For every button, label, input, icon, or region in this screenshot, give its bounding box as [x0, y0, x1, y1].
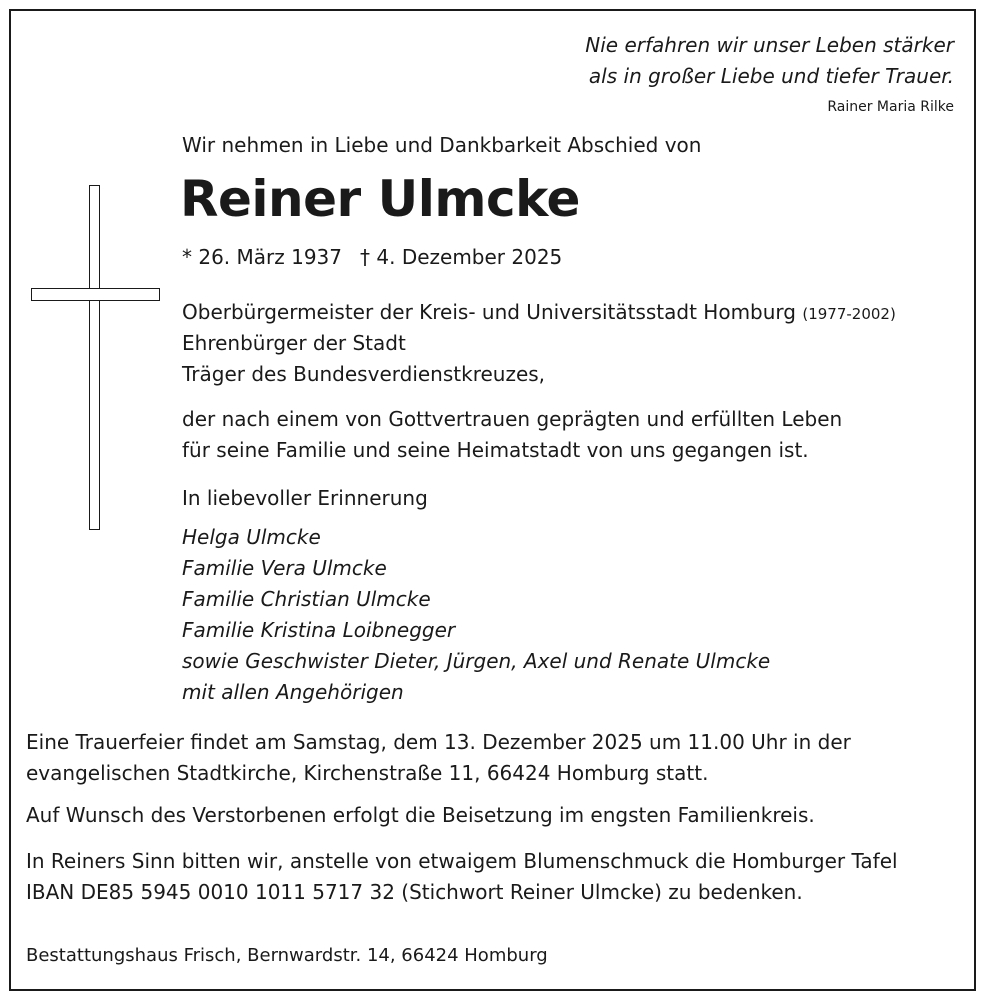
deceased-name: Reiner Ulmcke [180, 170, 580, 228]
birth-date: * 26. März 1937 [182, 245, 343, 269]
memory-heading: In liebevoller Erinnerung [182, 486, 428, 510]
life-dates [182, 245, 562, 269]
mourner-item: Helga Ulmcke [182, 525, 321, 549]
mourner-item: Familie Kristina Loibnegger [182, 618, 456, 642]
quote-line-1: Nie erfahren wir unser Leben stärker [585, 33, 954, 57]
ceremony-line-1: Eine Trauerfeier findet am Samstag, dem 13. Dezember 2025 um 11.00 Uhr in der [26, 730, 851, 754]
funeral-home: Bestattungshaus Frisch, Bernwardstr. 14, 66424 Homburg [26, 945, 548, 966]
quote-line-2: als in großer Liebe und tiefer Trauer. [588, 64, 954, 88]
title-honorary-citizen: Ehrenbürger der Stadt [182, 331, 406, 355]
tribute-line-2: für seine Familie und seine Heimatstadt von uns gegangen ist. [182, 438, 809, 462]
ceremony-line-2: evangelischen Stadtkirche, Kirchenstraße 11, 66424 Homburg statt. [26, 761, 709, 785]
burial-note: Auf Wunsch des Verstorbenen erfolgt die Beisetzung im engsten Familienkreis. [26, 803, 815, 827]
title-mayor [182, 300, 896, 324]
mourner-item: Familie Christian Ulmcke [182, 587, 431, 611]
intro-text: Wir nehmen in Liebe und Dankbarkeit Abschied von [182, 133, 702, 157]
mourner-item: Familie Vera Ulmcke [182, 556, 387, 580]
quote-author: Rainer Maria Rilke [827, 99, 954, 115]
title-decoration: Träger des Bundesverdienstkreuzes, [182, 362, 546, 386]
mourner-item: mit allen Angehörigen [182, 680, 404, 704]
tribute-line-1: der nach einem von Gottvertrauen geprägten und erfüllten Leben [182, 407, 843, 431]
donation-line-2: IBAN DE85 5945 0010 1011 5717 32 (Stichwort Reiner Ulmcke) zu bedenken. [26, 880, 803, 904]
title-mayor-text: Oberbürgermeister der Kreis- und Universitätsstadt Homburg [182, 300, 796, 324]
title-mayor-years: (1977-2002) [802, 305, 896, 323]
death-date: † 4. Dezember 2025 [360, 245, 563, 269]
donation-line-1: In Reiners Sinn bitten wir, anstelle von etwaigem Blumenschmuck die Homburger Tafel [26, 849, 898, 873]
mourner-item: sowie Geschwister Dieter, Jürgen, Axel und Renate Ulmcke [182, 649, 771, 673]
